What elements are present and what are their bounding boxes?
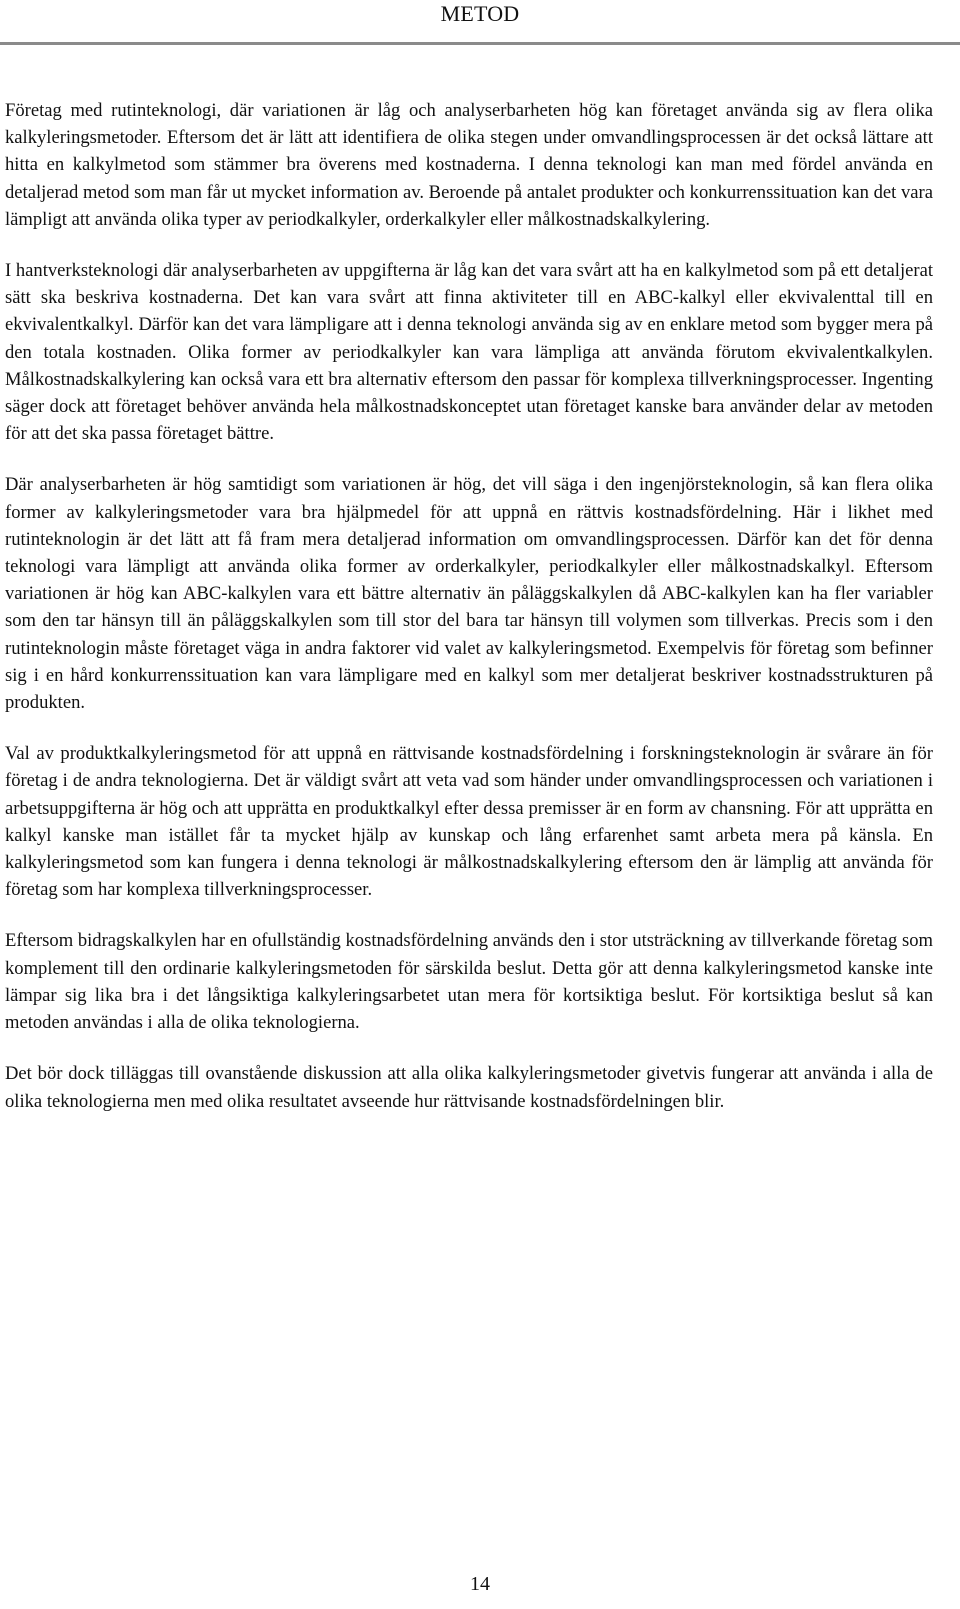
paragraph-rutinteknologi: Företag med rutinteknologi, där variationen är låg och analyserbarheten hög kan företaget använda sig av flera olika kalkyleringsmetoder. Eftersom det är lätt att identifiera de olika stegen under omvandlingsprocessen är det också lättare att hitta en kalkylmetod som stämmer bra överens med kostnaderna. I denna teknologi kan man med fördel använda en detaljerad metod som man får ut mycket information av. Beroende på antalet produkter och konkurrenssituation kan det vara lämpligt att använda olika typer av periodkalkyler, orderkalkyler eller målkostnadskalkylering. bbox=[5, 100, 933, 230]
paragraph-conclusion: Det bör dock tilläggas till ovanstående diskussion att alla olika kalkyleringsmetoder givetvis fungerar att använda i alla de olika teknologierna men med olika resultatet avseende hur rättvisande kostnadsfördelningen blir. bbox=[5, 1063, 933, 1112]
paragraph-hantverksteknologi: I hantverksteknologi där analyserbarheten av uppgifterna är låg kan det vara svårt att ha en kalkylmetod som på ett detaljerat sätt ska beskriva kostnaderna. Det kan vara svårt att finna aktiviteter till en ABC-kalkyl eller ekvivalenttal till en ekvivalentkalkyl. Därför kan det vara lämpligare att i denna teknologi använda sig av en enklare metod som bygger mera på den totala kostnaden. Olika former av periodkalkyler kan vara lämpliga att använda förutom ekvivalentkalkylen. Målkostnadskalkylering kan också vara ett bra alternativ eftersom den passar för komplexa tillverkningsprocesser. Ingenting säger dock att företaget behöver använda hela målkostnadskonceptet utan företaget kanske bara använder delar av metoden för att det ska passa företaget bättre. bbox=[5, 260, 933, 445]
header-title: METOD bbox=[440, 1, 520, 26]
page-number: 14 bbox=[470, 1573, 490, 1595]
page-header bbox=[0, 0, 960, 45]
paragraph-ingenjorsteknologi: Där analyserbarheten är hög samtidigt som variationen är hög, det vill säga i den ingenjörsteknologin, så kan flera olika former av kalkyleringsmetoder vara bra hjälpmedel för att uppnå en rättvis kostnadsfördelning. Här i likhet med rutinteknologin är det lätt att få fram mera detaljerad information om omvandlingsprocessen. Därför kan det för denna teknologi vara lämpligt att använda olika former av orderkalkyler, periodkalkyler eller målkostnadskalkyl. Eftersom variationen är hög kan ABC-kalkylen vara ett bättre alternativ än påläggskalkylen då ABC-kalkylen kan ha fler variabler som den tar hänsyn till än påläggskalkylen som till stor del bara tar hänsyn till volymen som tillverkas. Precis som i den rutinteknologin måste företaget väga in andra faktorer vid valet av kalkyleringsmetod. Exempelvis för företag som befinner sig i en hård konkurrenssituation kan vara lämpligare med en kalkyl som mer detaljerat beskriver kostnadsstrukturen på produkten. bbox=[5, 474, 933, 714]
paragraph-bidragskalkyl: Eftersom bidragskalkylen har en ofullständig kostnadsfördelning används den i stor utsträckning av tillverkande företag som komplement till den ordinarie kalkyleringsmetoden för särskilda beslut. Detta gör att denna kalkyleringsmetod kanske inte lämpar sig lika bra i det långsiktiga kalkyleringsarbetet utan mera för kortsiktiga beslut. För kortsiktiga beslut så kan metoden användas i alla de olika teknologierna. bbox=[5, 930, 933, 1034]
paragraph-forskningsteknologi: Val av produktkalkyleringsmetod för att uppnå en rättvisande kostnadsfördelning i forskningsteknologin är svårare än för företag i de andra teknologierna. Det är väldigt svårt att veta vad som händer under omvandlingsprocessen och variationen i arbetsuppgifterna är hög och att upprätta en produktkalkyl efter dessa premisser är en form av chansning. För att upprätta en kalkyl kanske man istället får ta mycket hjälp av kunskap och lång erfarenhet samt arbeta mera på känsla. En kalkyleringsmetod som kan fungera i denna teknologi är målkostnadskalkylering eftersom den är lämplig att använda för företag som har komplexa tillverkningsprocesser. bbox=[5, 743, 933, 901]
body-text bbox=[5, 97, 933, 1139]
page-footer bbox=[0, 1571, 960, 1597]
